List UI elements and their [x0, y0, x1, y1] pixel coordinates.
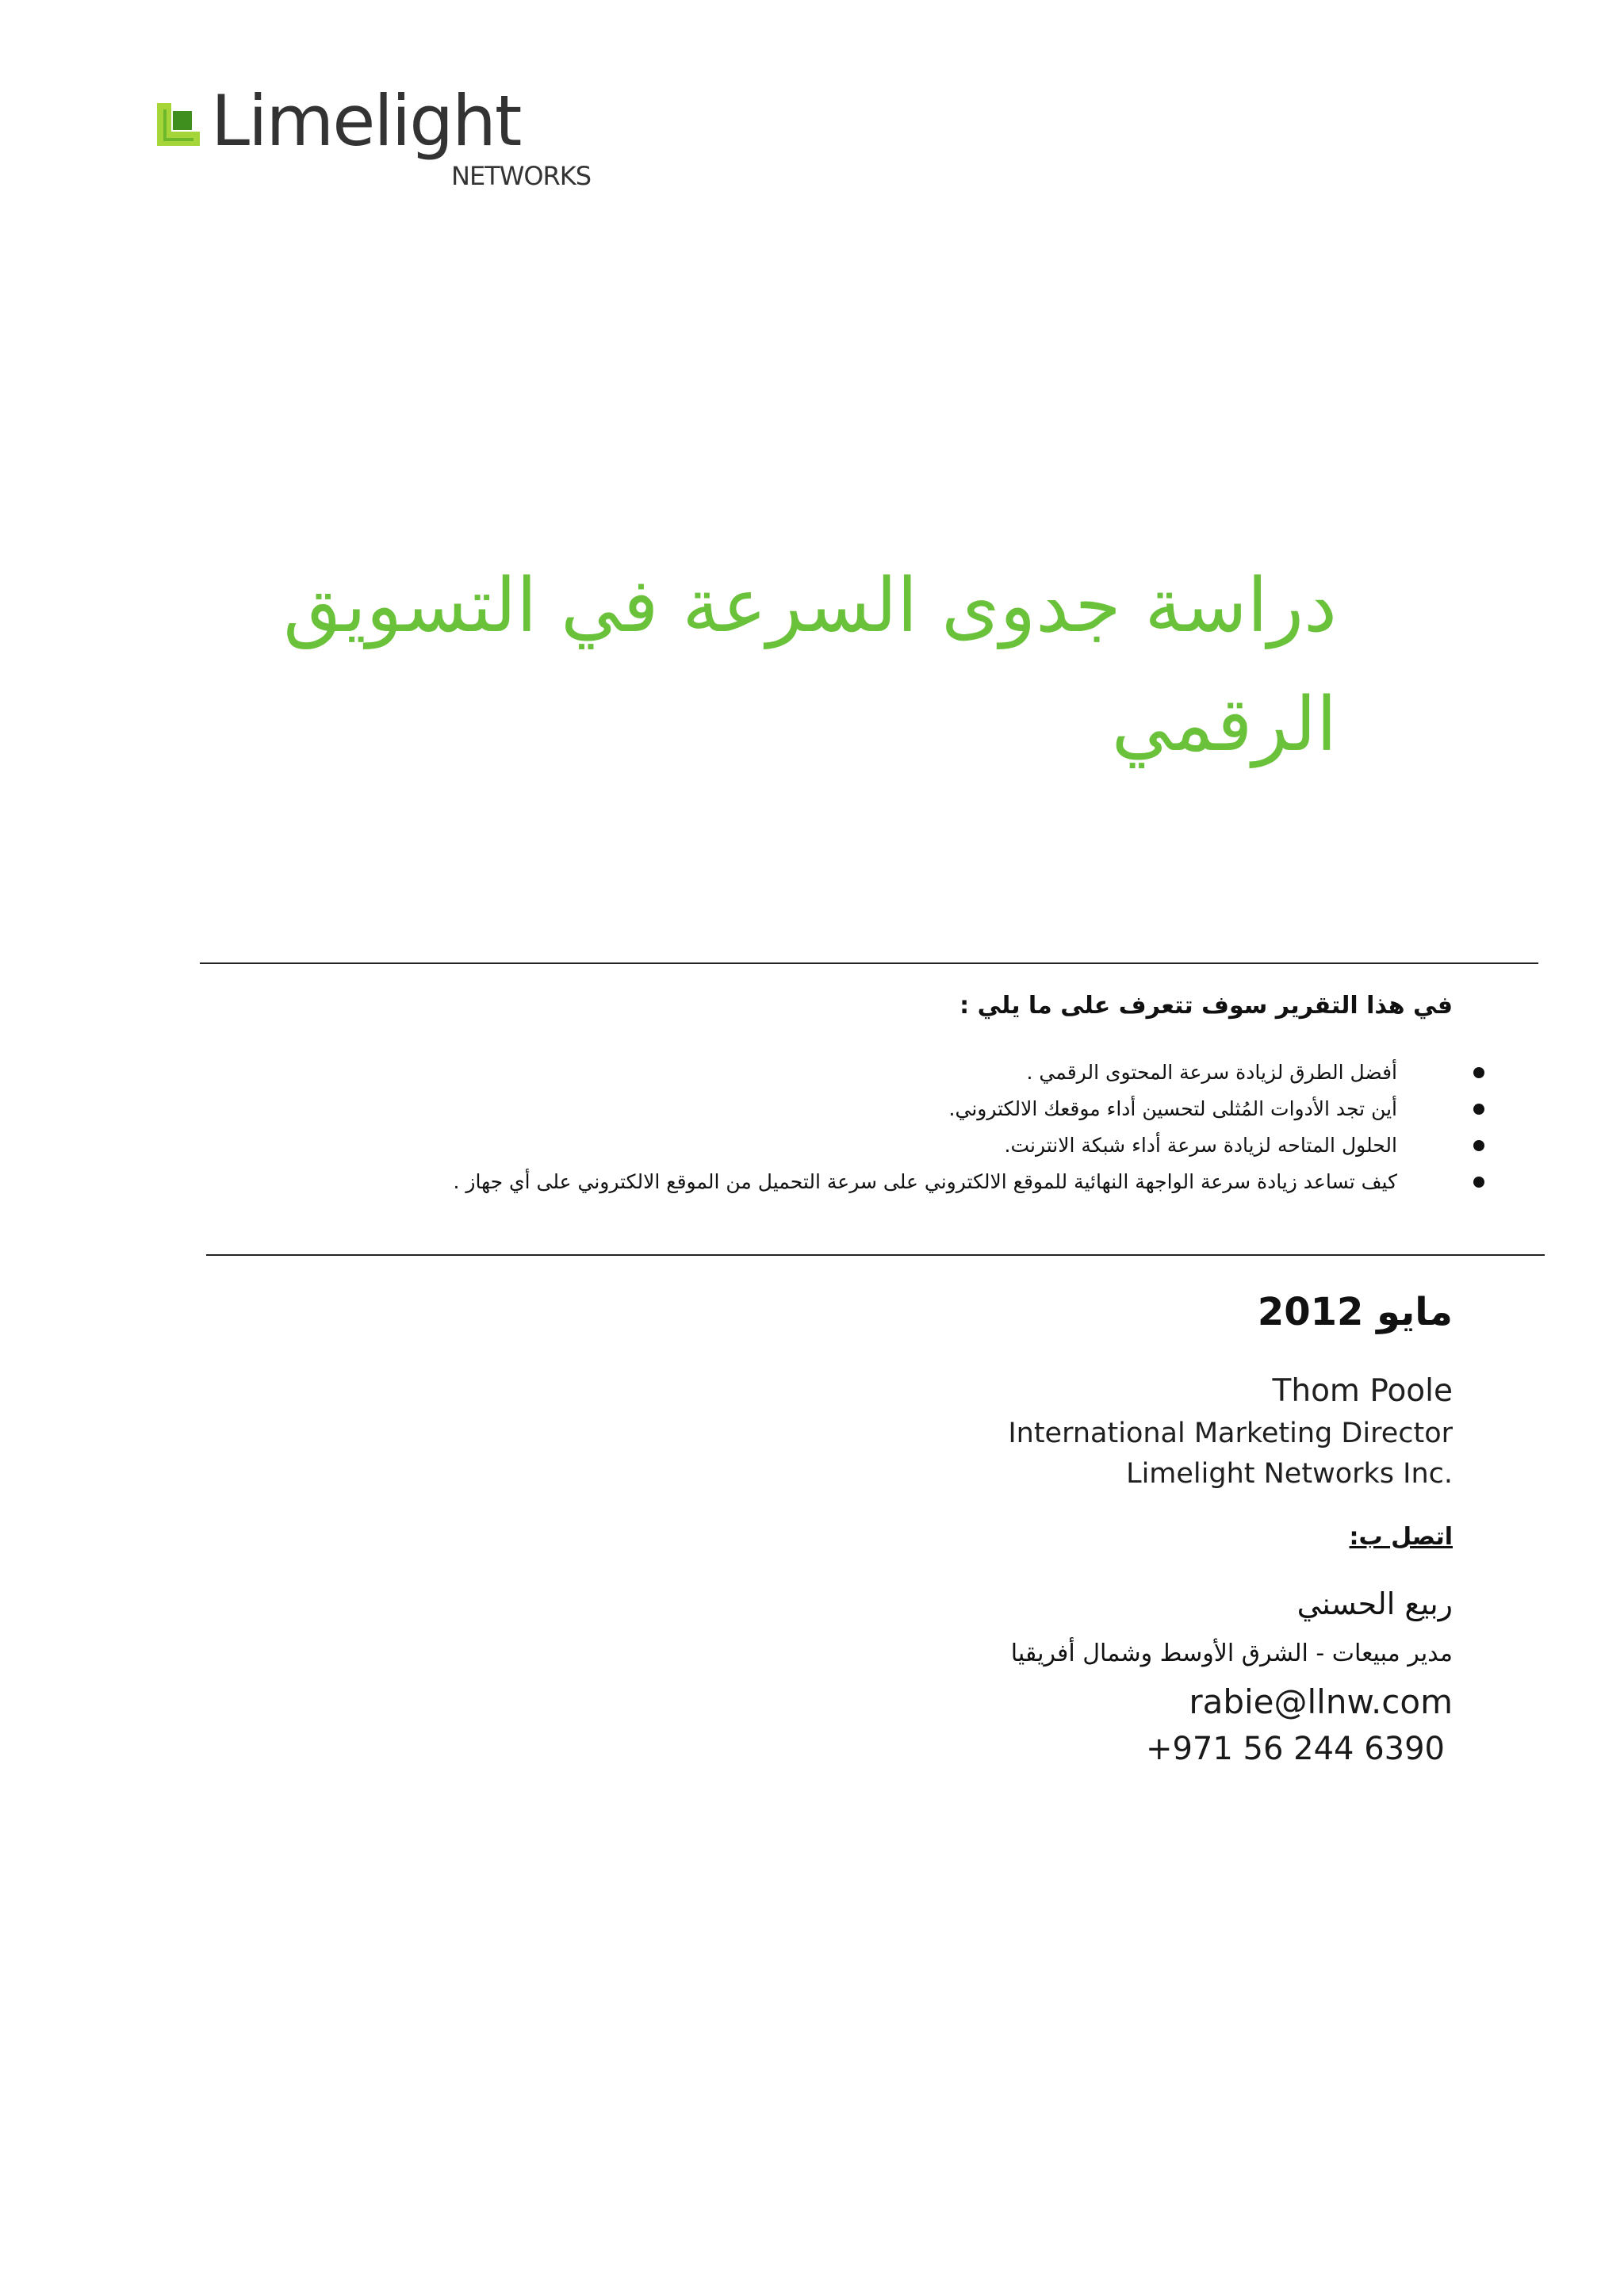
author-company: Limelight Networks Inc. — [1126, 1458, 1453, 1490]
list-item-text: أين تجد الأدوات المُثلى لتحسين أداء موقعك الالكتروني. — [948, 1097, 1397, 1120]
bullet-icon — [1473, 1104, 1484, 1115]
limelight-logo-icon — [155, 100, 205, 149]
bullet-icon — [1473, 1067, 1484, 1078]
contact-label: اتصل ب: — [1349, 1523, 1453, 1551]
contact-phone[interactable]: +971 56 244 6390 — [1145, 1731, 1445, 1767]
summary-list — [216, 1054, 1484, 1200]
top-divider — [200, 962, 1538, 964]
logo-subtitle: NETWORKS — [451, 161, 592, 191]
author-block — [1008, 1369, 1453, 1494]
list-item — [216, 1164, 1484, 1200]
document-title: دراسة جدوى السرعة في التسويق الرقمي — [283, 563, 1337, 768]
contact-name: ربيع الحسني — [1297, 1586, 1453, 1621]
bottom-divider — [206, 1254, 1545, 1256]
list-item — [216, 1091, 1484, 1127]
publication-date: مايو 2012 — [1257, 1290, 1453, 1334]
list-item-text: كيف تساعد زيادة سرعة الواجهة النهائية للموقع الالكتروني على سرعة التحميل من الموقع الالكتروني على أي جهاز . — [453, 1170, 1397, 1193]
limelight-logo — [155, 80, 599, 198]
contact-email[interactable]: rabie@llnw.com — [1189, 1682, 1453, 1721]
list-item — [216, 1127, 1484, 1164]
report-intro: في هذا التقرير سوف تتعرف على ما يلي : — [959, 992, 1453, 1020]
author-role: International Marketing Director — [1008, 1418, 1453, 1449]
list-item — [216, 1054, 1484, 1091]
logo-wordmark: Limelight — [211, 80, 521, 162]
contact-title: مدير مبيعات - الشرق الأوسط وشمال أفريقيا — [1010, 1640, 1453, 1667]
bullet-icon — [1473, 1140, 1484, 1151]
list-item-text: الحلول المتاحه لزيادة سرعة أداء شبكة الانترنت. — [1004, 1134, 1397, 1157]
bullet-icon — [1473, 1177, 1484, 1188]
author-name: Thom Poole — [1272, 1373, 1453, 1409]
list-item-text: أفضل الطرق لزيادة سرعة المحتوى الرقمي . — [1026, 1061, 1397, 1084]
